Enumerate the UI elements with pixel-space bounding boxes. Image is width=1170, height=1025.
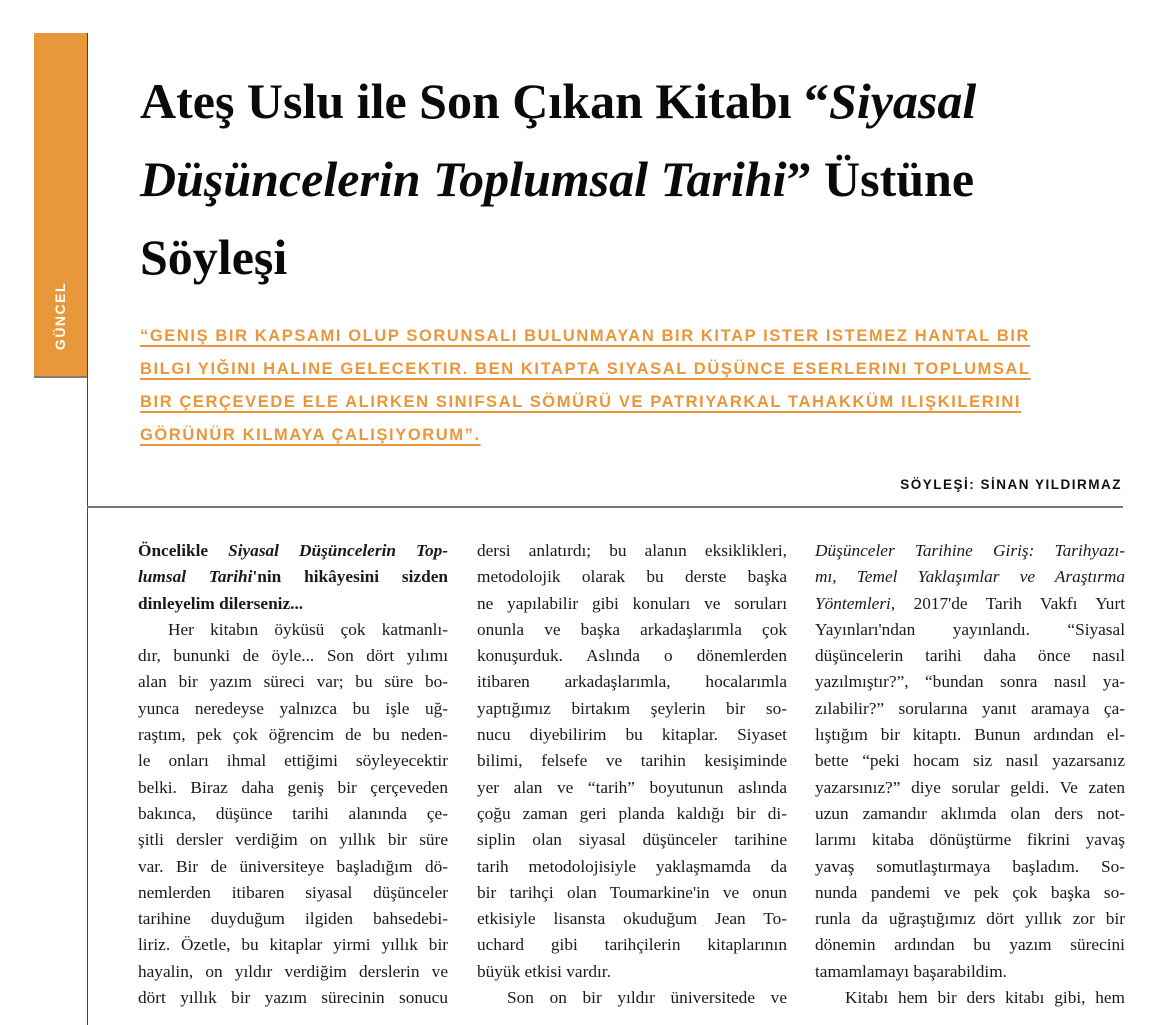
body-text-line [477, 827, 787, 853]
body-text-line [477, 722, 787, 748]
text-segment: zılabilir?” sorularına yanıt aramaya ça- [815, 698, 1125, 718]
body-text-line [477, 696, 787, 722]
text-column-2 [477, 538, 787, 1011]
body-text-line [815, 880, 1125, 906]
pull-quote [140, 320, 1130, 452]
body-text-line [477, 801, 787, 827]
text-segment: büyük etkisi vardır. [477, 961, 611, 981]
question-line [138, 591, 448, 617]
body-text-line [138, 669, 448, 695]
text-segment: itibaren arkadaşlarımla, hocalarımla [477, 672, 787, 692]
body-text-line [477, 748, 787, 774]
body-text-line [815, 906, 1125, 932]
body-text-line [138, 880, 448, 906]
title-segment: Düşüncelerin Toplumsal Tarihi [140, 151, 787, 207]
text-segment: raştım, pek çok öğrencim de bu neden- [138, 725, 448, 745]
text-segment: alan bir yazım süreci var; bu süre bo- [138, 672, 448, 692]
body-text-line [477, 985, 787, 1011]
body-text-line [477, 617, 787, 643]
text-segment: dört yıllık bir yazım sürecinin sonucu [138, 988, 448, 1008]
body-text-line [477, 669, 787, 695]
text-segment: şitli dersler verdiğim on yıllık bir süre [138, 830, 448, 850]
text-segment: dır, bununki de öyle... Son dört yılımı [138, 646, 448, 666]
text-column-1 [138, 538, 448, 1011]
text-segment: siplin olan siyasal düşünceler tarihine [477, 830, 787, 850]
text-segment: uzun zamandır aklımda olan ders not- [815, 803, 1125, 823]
body-text-line [477, 775, 787, 801]
body-text-line [477, 564, 787, 590]
title-segment: Ateş Uslu ile Son Çıkan Kitabı “ [140, 73, 830, 129]
text-segment: tarih metodolojisiyle yaklaşmamda da [477, 856, 787, 876]
pull-quote-line: BIR ÇERÇEVEDE ELE ALIRKEN SINIFSAL SÖMÜRÜ VE PATRIYARKAL TAHAKKÜM ILIŞKILERINI [140, 393, 1022, 411]
text-segment: belki. Biraz daha geniş bir çerçeveden [138, 777, 448, 797]
text-segment: runla da uğraştığımız dört yıllık zor bir [815, 909, 1125, 929]
horizontal-rule [87, 506, 1123, 508]
text-segment: nunda pandemi ve pek çok başka so- [815, 882, 1125, 902]
body-text-line [815, 775, 1125, 801]
body-text-line [477, 854, 787, 880]
body-text-line [815, 801, 1125, 827]
text-segment: dinleyelim dilerseniz... [138, 593, 304, 613]
body-text-line [138, 801, 448, 827]
body-text-line [815, 669, 1125, 695]
text-segment: dönemin ardından bu yazım sürecini [815, 935, 1125, 955]
body-text-line [477, 880, 787, 906]
text-segment: metodolojik olarak bu derste başka [477, 567, 787, 587]
text-segment: bette “peki hocam siz nasıl yazarsanız [815, 751, 1125, 771]
text-segment: tamamlamayı başarabildim. [815, 961, 1007, 981]
text-segment: Öncelikle [138, 541, 229, 560]
text-segment: yazarsınız?” diye sorular geldi. Ve zaten [815, 777, 1125, 797]
text-segment: Kitabı hem bir ders kitabı gibi, hem [845, 988, 1125, 1008]
text-column-3 [815, 538, 1125, 1011]
title-line [140, 140, 976, 218]
text-segment: bakınca, düşünce tarihi alanında çe- [138, 803, 448, 823]
text-segment: bilimi, felsefe ve tarihin kesişiminde [477, 751, 787, 771]
text-segment: lıştığım bir kitaptı. Bunun ardından el- [815, 725, 1125, 745]
body-text-line [815, 748, 1125, 774]
title-segment: Siyasal [829, 73, 977, 129]
body-text-line [477, 959, 787, 985]
body-text-line [138, 775, 448, 801]
text-segment: Yayınları'ndan yayınlandı. “Siyasal [815, 619, 1125, 639]
body-text-line [815, 985, 1125, 1011]
body-text-line [815, 722, 1125, 748]
body-text-line [815, 564, 1125, 590]
text-segment: larımı kitaba dönüştürme fikrini yavaş [815, 830, 1125, 850]
text-segment: yer alan ve “tarih” boyutunun aslında [477, 777, 787, 797]
body-text-line [138, 643, 448, 669]
body-text-line [138, 932, 448, 958]
text-segment: etkisiyle lisansta okuduğum Jean To- [477, 909, 787, 929]
body-text-line [815, 538, 1125, 564]
text-segment: hayalin, on yıldır verdiğim derslerin ve [138, 961, 448, 981]
text-segment: yunca neredeyse yalnızca bu işle uğ- [138, 698, 448, 718]
question-line [138, 538, 448, 564]
article-title [140, 62, 976, 296]
text-segment: Yöntemleri [815, 593, 891, 613]
body-text-line [477, 591, 787, 617]
body-text-line [138, 906, 448, 932]
text-segment: , 2017'de Tarih Vakfı Yurt [890, 593, 1125, 613]
body-text-line [477, 643, 787, 669]
vertical-rule [87, 33, 88, 1025]
text-segment: dersi anlatırdı; bu alanın eksiklikleri, [477, 541, 787, 560]
body-text-line [138, 748, 448, 774]
text-segment: liriz. Özetle, bu kitaplar yirmi yıllık bir [138, 935, 448, 955]
text-segment: le onları ihmal ettiğimi söyleyecektir [138, 751, 448, 771]
section-label: GÜNCEL [52, 281, 68, 351]
text-segment: var. Bir de üniversiteye başladığım dö- [138, 856, 448, 876]
text-segment: Siyasal Düşüncelerin Top- [228, 541, 448, 560]
body-text-line [815, 827, 1125, 853]
body-text-line [815, 696, 1125, 722]
body-text-line [138, 696, 448, 722]
title-line [140, 218, 976, 296]
question-line [138, 564, 448, 590]
text-segment: uchard gibi tarihçilerin kitaplarının [477, 935, 787, 955]
text-segment: mı, Temel Yaklaşımlar ve Araştırma [815, 567, 1125, 587]
body-text-line [138, 827, 448, 853]
title-line [140, 62, 976, 140]
body-text-line [477, 932, 787, 958]
text-segment: nucu diyebilirim bu kitaplar. Siyaset [477, 725, 787, 745]
text-segment: Her kitabın öyküsü çok katmanlı- [168, 619, 448, 639]
body-text-line [477, 906, 787, 932]
text-segment: Son on bir yıldır üniversitede ve [507, 988, 787, 1008]
text-segment: ne yapılabilir gibi konuları ve soruları [477, 593, 787, 613]
pull-quote-line: BILGI YIĞINI HALINE GELECEKTIR. BEN KITAPTA SIYASAL DÜŞÜNCE ESERLERINI TOPLUMSAL [140, 360, 1031, 378]
text-segment: yazılmıştır?”, “bundan sonra nasıl ya- [815, 672, 1125, 692]
body-text-line [138, 617, 448, 643]
body-text-line [138, 985, 448, 1011]
text-segment: düşüncelerin tarihi daha önce nasıl [815, 646, 1125, 666]
title-segment: Söyleşi [140, 229, 288, 285]
body-text-line [815, 617, 1125, 643]
text-segment: konuşurduk. Aslında o dönemlerden [477, 646, 787, 666]
pull-quote-line: “GENIŞ BIR KAPSAMI OLUP SORUNSALI BULUNMAYAN BIR KITAP ISTER ISTEMEZ HANTAL BIR [140, 327, 1031, 345]
body-text-line [138, 722, 448, 748]
text-segment: tarihine duyduğum ilgiden bahsedebi- [138, 909, 448, 929]
text-segment: 'nin hikâyesini sizden [252, 567, 448, 587]
body-text-line [815, 854, 1125, 880]
body-text-line [815, 959, 1125, 985]
text-segment: bir tarihçi olan Toumarkine'in ve onun [477, 882, 787, 902]
body-text-line [815, 643, 1125, 669]
body-text-line [138, 854, 448, 880]
text-segment: çoğu zaman geri planda kaldığı bir di- [477, 803, 787, 823]
title-segment: ” Üstüne [786, 151, 975, 207]
text-segment: yavaş somutlaştırmaya başladım. So- [815, 856, 1125, 876]
body-text-line [815, 932, 1125, 958]
byline: SÖYLEŞİ: SİNAN YILDIRMAZ [900, 477, 1122, 492]
text-segment: nemlerden itibaren siyasal düşünceler [138, 882, 448, 902]
pull-quote-line: GÖRÜNÜR KILMAYA ÇALIŞIYORUM”. [140, 426, 481, 444]
text-segment: yaptığımız birtakım şeylerin bir so- [477, 698, 787, 718]
text-segment: Düşünceler Tarihine Giriş: Tarihyazı- [815, 541, 1125, 560]
text-segment: lumsal Tarihi [138, 567, 253, 587]
body-text-line [138, 959, 448, 985]
body-text-line [815, 591, 1125, 617]
text-segment: onunla ve başka arkadaşlarımla çok [477, 619, 787, 639]
body-text-line [477, 538, 787, 564]
